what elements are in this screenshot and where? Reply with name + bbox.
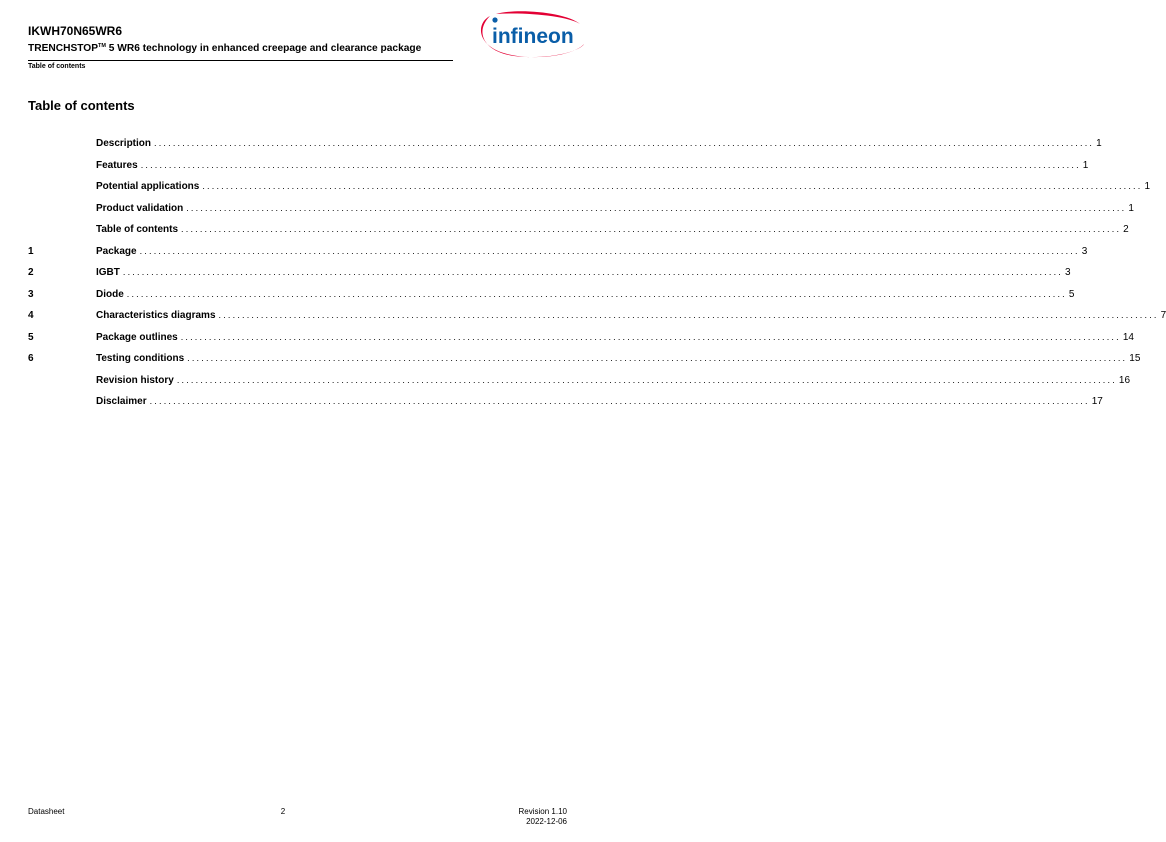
- toc-leader-dots: ........................................................................................................................................................................................................: [126, 288, 1067, 299]
- footer-date: 2022-12-06: [526, 817, 567, 826]
- running-section-label: Table of contents: [28, 63, 86, 70]
- toc-entry[interactable]: [28, 351, 1141, 373]
- footer-page-number: 2: [280, 807, 286, 816]
- toc-entry[interactable]: [28, 394, 1103, 416]
- toc-entry-page[interactable]: 1: [1096, 138, 1102, 149]
- toc-leader-dots: ........................................................................................................................................................................................................: [140, 159, 1081, 170]
- toc-entry-label[interactable]: Testing conditions: [96, 353, 185, 364]
- toc-entry-number: 6: [28, 353, 34, 364]
- logo-text: infineon: [492, 25, 574, 48]
- header-divider: [28, 60, 453, 61]
- toc-entry[interactable]: [28, 287, 1075, 309]
- document-subtitle: TRENCHSTOP™ 5 WR6 technology in enhanced creepage and clearance package: [28, 43, 422, 54]
- toc-entry[interactable]: [28, 158, 1089, 180]
- document-header: [28, 24, 453, 55]
- toc-entry[interactable]: [28, 222, 1129, 244]
- toc-entry-page[interactable]: 14: [1122, 331, 1134, 343]
- toc-leader-dots: ........................................................................................................................................................................................................: [181, 224, 1122, 234]
- toc-entry-label[interactable]: Description: [96, 138, 152, 149]
- footer-revision: Revision 1.10: [518, 807, 567, 816]
- toc-entry-page[interactable]: 3: [1065, 267, 1071, 278]
- toc-entry-page[interactable]: 2: [1123, 224, 1129, 235]
- toc-list: [28, 136, 1166, 416]
- toc-entry-number: 3: [28, 288, 34, 300]
- toc-entry-page[interactable]: 3: [1081, 245, 1088, 257]
- toc-entry-label[interactable]: Product validation: [96, 202, 184, 214]
- toc-entry-label[interactable]: Disclaimer: [96, 396, 147, 407]
- toc-entry-label[interactable]: Potential applications: [96, 181, 200, 192]
- toc-leader-dots: ........................................................................................................................................................................................................: [149, 396, 1090, 406]
- toc-entry-number: 2: [28, 267, 34, 278]
- toc-entry-number: 5: [28, 331, 34, 343]
- toc-entry[interactable]: [28, 330, 1134, 352]
- toc-title: Table of contents: [28, 98, 135, 113]
- toc-leader-dots: ........................................................................................................................................................................................................: [139, 245, 1080, 256]
- part-number: IKWH70N65WR6: [28, 24, 123, 38]
- toc-leader-dots: ........................................................................................................................................................................................................: [186, 202, 1127, 213]
- toc-entry-label[interactable]: Revision history: [96, 374, 174, 386]
- toc-entry-label[interactable]: Characteristics diagrams: [96, 310, 216, 321]
- toc-entry-label[interactable]: Table of contents: [96, 224, 179, 235]
- toc-leader-dots: ........................................................................................................................................................................................................: [122, 267, 1063, 277]
- toc-entry[interactable]: [28, 373, 1131, 395]
- toc-entry-number: 1: [28, 245, 34, 257]
- footer-revision-info: [519, 807, 567, 827]
- toc-entry[interactable]: [28, 201, 1134, 223]
- toc-entry-page[interactable]: 17: [1091, 396, 1103, 407]
- infineon-logo: [476, 10, 586, 60]
- toc-leader-dots: ........................................................................................................................................................................................................: [202, 181, 1143, 191]
- footer-doc-type: Datasheet: [28, 807, 65, 816]
- toc-leader-dots: ........................................................................................................................................................................................................: [187, 353, 1128, 363]
- toc-entry-page[interactable]: 7: [1160, 310, 1166, 321]
- toc-entry-page[interactable]: 16: [1118, 374, 1131, 386]
- toc-entry[interactable]: [28, 136, 1102, 158]
- toc-entry-page[interactable]: 1: [1128, 202, 1134, 214]
- toc-entry-label[interactable]: Features: [96, 159, 138, 171]
- toc-entry-page[interactable]: 1: [1082, 159, 1089, 171]
- toc-leader-dots: ........................................................................................................................................................................................................: [154, 138, 1095, 148]
- toc-entry[interactable]: [28, 308, 1166, 330]
- toc-entry[interactable]: [28, 265, 1071, 287]
- toc-entry-label[interactable]: IGBT: [96, 267, 120, 278]
- toc-entry-number: 4: [28, 310, 34, 321]
- toc-entry-label[interactable]: Diode: [96, 288, 124, 300]
- toc-leader-dots: ........................................................................................................................................................................................................: [180, 331, 1121, 342]
- toc-leader-dots: ........................................................................................................................................................................................................: [176, 374, 1117, 385]
- infineon-logo-icon: [476, 10, 586, 60]
- toc-entry-label[interactable]: Package: [96, 245, 137, 257]
- toc-entry-page[interactable]: 1: [1144, 181, 1151, 192]
- toc-entry-label[interactable]: Package outlines: [96, 331, 178, 343]
- toc-leader-dots: ........................................................................................................................................................................................................: [218, 310, 1159, 320]
- toc-entry[interactable]: [28, 179, 1151, 201]
- toc-entry-page[interactable]: 15: [1129, 353, 1141, 364]
- toc-entry[interactable]: [28, 244, 1088, 266]
- toc-entry-page[interactable]: 5: [1068, 288, 1075, 300]
